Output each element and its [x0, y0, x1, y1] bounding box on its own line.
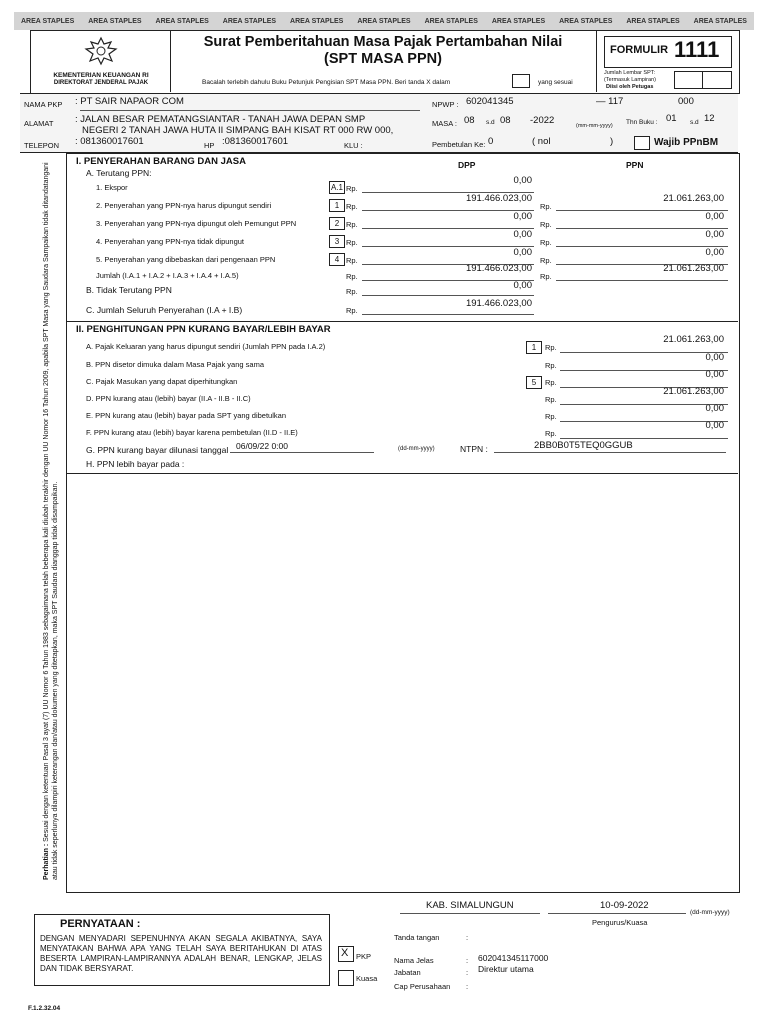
jabatan-colon: :	[466, 968, 469, 977]
staple-label: AREA STAPLES	[559, 17, 613, 25]
pkp-checkbox[interactable]	[338, 946, 354, 962]
penyerahan-row-dpp[interactable]: 0,00	[513, 229, 532, 240]
rp-label: Rp.	[540, 256, 552, 265]
rp-label: Rp.	[346, 272, 358, 281]
dilunasi-date[interactable]: 06/09/22 0:00	[236, 441, 288, 451]
pembetulan-words: ( nol	[532, 136, 551, 147]
rp-label: Rp.	[540, 238, 552, 247]
penyerahan-row-code: 1	[329, 199, 345, 212]
penghitungan-row-code: 1	[526, 341, 542, 354]
staple-area	[14, 12, 754, 30]
staple-label: AREA STAPLES	[290, 17, 344, 25]
directorate-name: DIREKTORAT JENDERAL PAJAK	[53, 80, 149, 86]
ppn-underline	[556, 280, 728, 281]
instruction-sample-box	[512, 74, 530, 88]
lebih-bayar-label: H. PPN lebih bayar pada :	[86, 459, 185, 469]
wajib-ppnbm-label: Wajib PPnBM	[654, 137, 719, 148]
pkp-checkmark: X	[341, 947, 349, 959]
penghitungan-row-value[interactable]: 0,00	[705, 403, 724, 414]
rp-label: Rp.	[346, 238, 358, 247]
penyerahan-row-label: 1. Ekspor	[96, 183, 128, 192]
rp-label: Rp.	[346, 256, 358, 265]
thn-buku-from[interactable]: 01	[666, 113, 677, 124]
rp-b: Rp.	[346, 287, 358, 296]
staple-label: AREA STAPLES	[693, 17, 747, 25]
penyerahan-row-dpp[interactable]: 191.466.023,00	[465, 263, 532, 274]
penyerahan-row-ppn[interactable]: 21.061.263,00	[663, 263, 724, 274]
footer-city[interactable]: KAB. SIMALUNGUN	[426, 900, 514, 911]
footer-date[interactable]: 10-09-2022	[600, 900, 649, 911]
wajib-ppnbm-checkbox[interactable]	[634, 136, 650, 150]
jabatan-value[interactable]: Direktur utama	[478, 964, 534, 974]
penyerahan-row-ppn[interactable]: 0,00	[705, 211, 724, 222]
dilunasi-label: G. PPN kurang bayar dilunasi tanggal	[86, 445, 229, 455]
hp-value[interactable]: :081360017601	[222, 136, 289, 147]
penyerahan-row-label: 3. Penyerahan yang PPN-nya dipungut oleh Pemungut PPN	[96, 219, 297, 228]
penghitungan-row-label: F. PPN kurang atau (lebih) bayar karena pembetulan (II.D - II.E)	[86, 428, 298, 437]
thn-buku-sd: s.d	[690, 119, 699, 126]
staple-label: AREA STAPLES	[357, 17, 411, 25]
tanda-tangan-label: Tanda tangan	[394, 933, 440, 942]
form-code: F.1.2.32.04	[28, 1005, 61, 1012]
rp-label: Rp.	[346, 184, 358, 193]
pernyataan-text: DENGAN MENYADARI SEPENUHNYA AKAN SEGALA AKIBATNYA, SAYA MENYATAKAN BAHWA APA YANG TELAH SAYA BERITAHUKAN DI ATAS BESERTA LAMPIRAN-LAMPIRANNYA ADALAH BENAR, LENGKAP, JELAS DAN TIDAK BERSYARAT.	[40, 934, 322, 973]
rp-label: Rp.	[545, 378, 557, 387]
rp-label: Rp.	[540, 272, 552, 281]
rp-label: Rp.	[545, 395, 557, 404]
penyerahan-row-label: 4. Penyerahan yang PPN-nya tidak dipungut	[96, 237, 245, 246]
nama-label: NAMA PKP	[24, 100, 63, 109]
rp-label: Rp.	[346, 202, 358, 211]
staple-label: AREA STAPLES	[491, 17, 546, 25]
thn-buku-label: Thn Buku :	[626, 119, 658, 126]
npwp-suffix[interactable]: 000	[678, 96, 694, 107]
value-underline	[560, 438, 728, 439]
penghitungan-row-label: A. Pajak Keluaran yang harus dipungut sendiri (Jumlah PPN pada I.A.2)	[86, 342, 326, 351]
ntpn-label: NTPN :	[460, 444, 488, 454]
penyerahan-row-code: 3	[329, 235, 345, 248]
rp-label: Rp.	[545, 343, 557, 352]
penghitungan-row-value[interactable]: 0,00	[705, 420, 724, 431]
penyerahan-row-code: A.1	[330, 183, 343, 192]
penghitungan-row-label: C. Pajak Masukan yang dapat diperhitungkan	[86, 377, 238, 386]
side-note-text: Sesuai dengan ketentuan Pasal 3 ayat (7) UU Nomor 6 Tahun 1983 sebagaimana telah beberapa kali diubah terakhir dengan UU Nomor 16 Tahun 2009, apabila SPT Masa yang Saudara Sampaikan tidak ditandatangani atau tidak seperlunya dilampiri keterangan dan/atau dokumen yang ditetapkan, maka SPT Saudara dianggap tidak disampaikan.	[43, 162, 59, 880]
officer-note: Diisi oleh Petugas	[606, 84, 654, 90]
penghitungan-row-value[interactable]: 0,00	[705, 369, 724, 380]
cap-label: Cap Perusahaan	[394, 982, 451, 991]
tanda-tangan-colon: :	[466, 933, 469, 942]
masa-year[interactable]: -2022	[530, 115, 555, 126]
penyerahan-row-ppn[interactable]: 0,00	[705, 247, 724, 258]
sheets-note: Jumlah Lembar SPT: (Termasuk Lampiran)	[604, 70, 656, 83]
masa-sd: s.d	[486, 119, 495, 126]
npwp-branch[interactable]: — 117	[596, 96, 624, 107]
penghitungan-row-label: E. PPN kurang atau (lebih) bayar pada SPT yang dibetulkan	[86, 411, 286, 420]
pkp-label: PKP	[356, 952, 372, 961]
staple-label: AREA STAPLES	[222, 17, 277, 25]
alamat-line-2[interactable]: NEGERI 2 TANAH JAWA HUTA II SIMPANG BAH KISAT RT 000 RW 000,	[82, 125, 394, 136]
telepon-label: TELEPON	[24, 141, 60, 150]
instruction-tail: yang sesuai	[538, 79, 573, 86]
rp-label: Rp.	[545, 429, 557, 438]
footer-role: Pengurus/Kuasa	[592, 918, 648, 927]
form-subtitle: (SPT MASA PPN)	[324, 51, 442, 67]
jumlah-seluruh-dpp[interactable]: 191.466.023,00	[465, 298, 532, 309]
staple-label: AREA STAPLES	[424, 17, 478, 25]
nama-value[interactable]: : PT SAIR NAPAOR COM	[75, 96, 184, 107]
penyerahan-row-label: 2. Penyerahan yang PPN-nya harus dipungut sendiri	[96, 201, 272, 210]
dilunasi-format: (dd-mm-yyyy)	[398, 446, 435, 452]
dpp-column-header: DPP	[458, 160, 476, 170]
staple-label: AREA STAPLES	[88, 17, 142, 25]
footer-date-format: (dd-mm-yyyy)	[690, 909, 730, 916]
ppn-column-header: PPN	[626, 160, 644, 170]
staple-label: AREA STAPLES	[155, 17, 209, 25]
ntpn-value[interactable]: 2BB0B0T5TEQ0GGUB	[534, 440, 633, 451]
nama-jelas-colon: :	[466, 956, 469, 965]
npwp-label: NPWP :	[432, 100, 459, 109]
penyerahan-row-code: 4	[329, 253, 345, 266]
staple-label: AREA STAPLES	[20, 17, 75, 25]
penghitungan-row-label: D. PPN kurang atau (lebih) bayar (II.A - II.B - II.C)	[86, 394, 251, 403]
kuasa-checkbox[interactable]	[338, 970, 354, 986]
kuasa-label: Kuasa	[356, 974, 378, 983]
alamat-line-1[interactable]: : JALAN BESAR PEMATANGSIANTAR - TANAH JAWA DEPAN SMP	[75, 114, 366, 125]
rp-label: Rp.	[540, 220, 552, 229]
penyerahan-row-code: 2	[329, 217, 345, 230]
pembetulan-close: )	[610, 136, 614, 147]
terutang-label: A. Terutang PPN:	[86, 168, 152, 178]
rp-c: Rp.	[346, 306, 358, 315]
penyerahan-row-ppn[interactable]: 21.061.263,00	[663, 193, 724, 204]
sheets-count-box-2[interactable]	[702, 71, 732, 89]
staple-label: AREA STAPLES	[626, 17, 680, 25]
jumlah-seluruh-label: C. Jumlah Seluruh Penyerahan (I.A + I.B)	[86, 305, 243, 315]
rp-label: Rp.	[540, 202, 552, 211]
penghitungan-row-value[interactable]: 0,00	[705, 352, 724, 363]
penyerahan-row-ppn[interactable]: 0,00	[705, 229, 724, 240]
pernyataan-title: PERNYATAAN :	[60, 918, 141, 930]
alamat-label: ALAMAT	[24, 119, 54, 128]
side-perhatian: Perhatian :	[43, 843, 50, 880]
thn-buku-to[interactable]: 12	[704, 113, 715, 124]
tidak-terutang-dpp[interactable]: 0,00	[513, 280, 532, 291]
rp-label: Rp.	[545, 412, 557, 421]
npwp-value[interactable]: 602041345	[466, 96, 514, 107]
masa-format: (mm-mm-yyyy)	[576, 123, 613, 129]
masa-from[interactable]: 08	[464, 115, 475, 126]
klu-label: KLU :	[344, 141, 363, 150]
penghitungan-row-value[interactable]: 21.061.263,00	[663, 386, 724, 397]
masa-to[interactable]: 08	[500, 115, 511, 126]
penyerahan-row-label: 5. Penyerahan yang dibebaskan dari pengenaan PPN	[96, 255, 276, 264]
tidak-terutang-label: B. Tidak Terutang PPN	[86, 285, 172, 295]
rp-label: Rp.	[545, 361, 557, 370]
cap-colon: :	[466, 982, 469, 991]
penghitungan-row-code: 5	[526, 376, 542, 389]
penghitungan-row-value[interactable]: 21.061.263,00	[663, 334, 724, 345]
nama-jelas-value[interactable]: 602041345117000	[478, 953, 549, 963]
hp-label: HP	[204, 141, 215, 150]
garuda-logo	[84, 36, 118, 66]
nama-jelas-label: Nama Jelas	[394, 956, 434, 965]
masa-label: MASA :	[432, 119, 458, 128]
penghitungan-row-label: B. PPN disetor dimuka dalam Masa Pajak yang sama	[86, 360, 264, 369]
ministry-name: KEMENTERIAN KEUANGAN RI	[53, 72, 149, 79]
penyerahan-row-dpp[interactable]: 0,00	[513, 247, 532, 258]
pembetulan-value[interactable]: 0	[488, 136, 494, 147]
penyerahan-row-dpp[interactable]: 191.466.023,00	[465, 193, 532, 204]
penyerahan-row-dpp[interactable]: 0,00	[513, 175, 532, 186]
rp-label: Rp.	[346, 220, 358, 229]
side-note	[42, 160, 60, 880]
section-1-title: I. PENYERAHAN BARANG DAN JASA	[76, 156, 246, 167]
form-label: FORMULIR	[610, 44, 669, 56]
penyerahan-row-dpp[interactable]: 0,00	[513, 211, 532, 222]
section-2-title: II. PENGHITUNGAN PPN KURANG BAYAR/LEBIH BAYAR	[76, 324, 331, 335]
instruction-text: Bacalah terlebih dahulu Buku Petunjuk Pengisian SPT Masa PPN. Beri tanda X dalam	[202, 79, 451, 86]
pembetulan-label: Pembetulan Ke:	[432, 140, 486, 149]
jabatan-label: Jabatan	[394, 968, 421, 977]
telepon-value[interactable]: : 081360017601	[75, 136, 144, 147]
sheets-count-box[interactable]	[674, 71, 704, 89]
penyerahan-row-label: Jumlah (I.A.1 + I.A.2 + I.A.3 + I.A.4 + I.A.5)	[96, 271, 239, 280]
form-number: 1111	[674, 37, 720, 62]
form-title: Surat Pemberitahuan Masa Pajak Pertambahan Nilai	[203, 34, 563, 50]
